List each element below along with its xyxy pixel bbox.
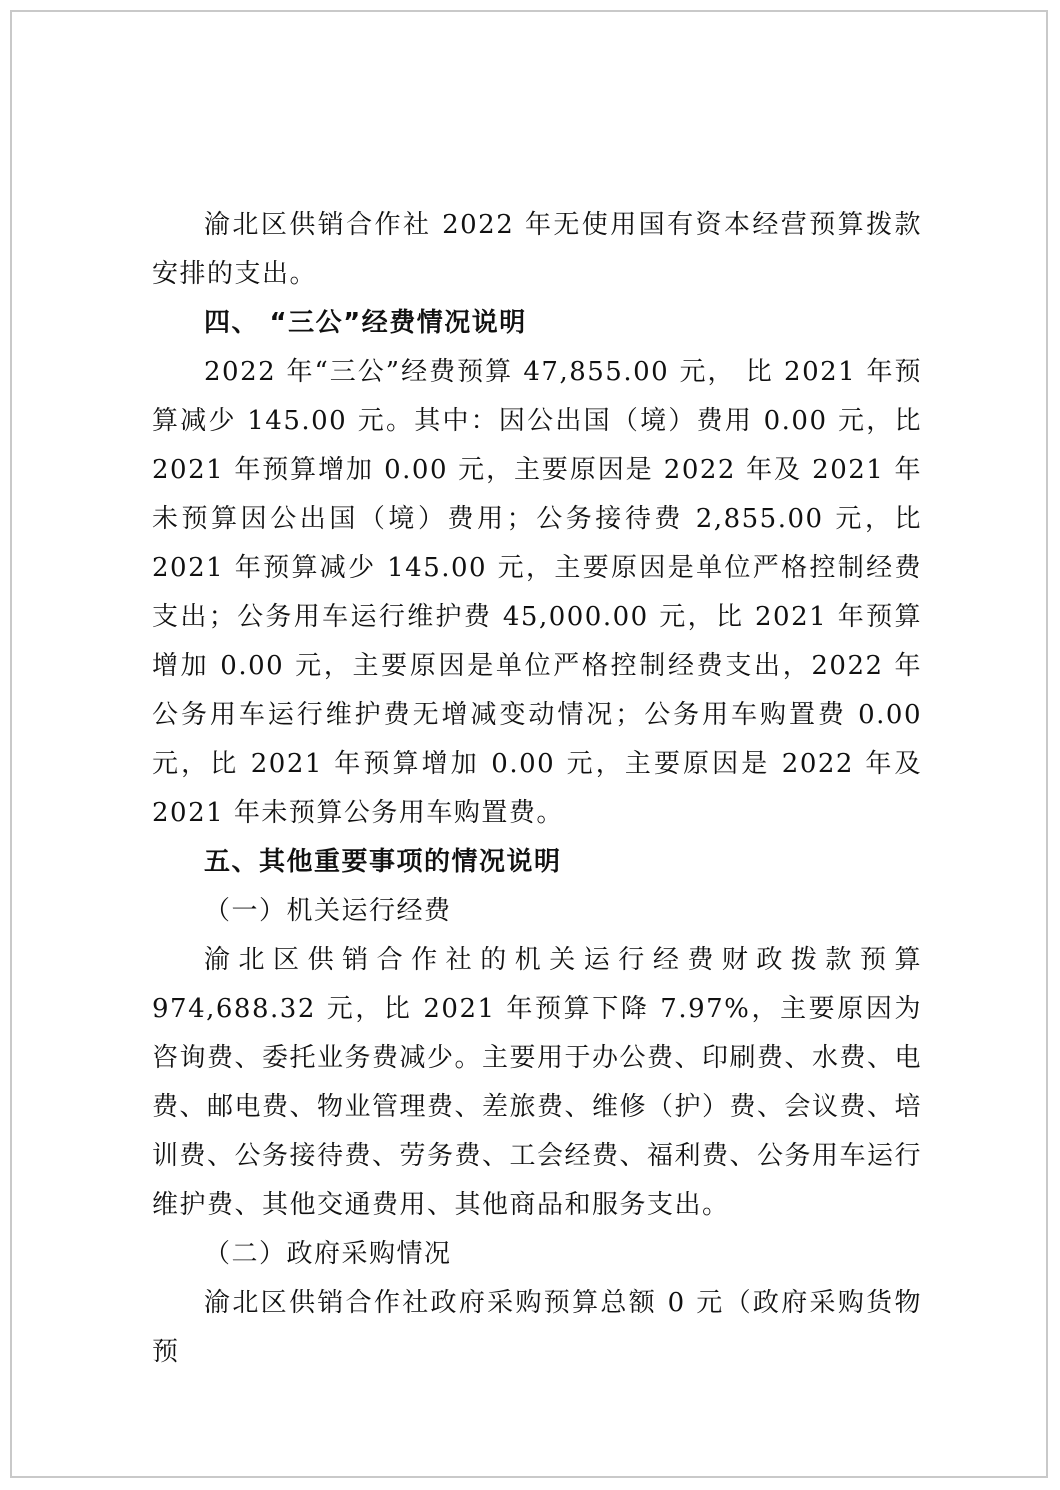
subheading-office-operating-expenses: （一）机关运行经费 xyxy=(204,896,452,926)
paragraph-three-public-expenses: 2022 年“三公”经费预算 47,855.00 元， 比 2021 年预算减少 145.00 元。其中：因公出国（境）费用 0.00 元，比 2021 年预算增加 0.00 元，主要原因是 2022 年及 2021 年未预算因公出国（境）费用；公务接待费 2,855.00 元，比 2021 年预算减少 145.00 元，主要原因是单位严格控制经费支出；公务用车运行维护费 45,000.00 元，比 2021 年预算增加 0.00 元，主要原因是单位严格控制经费支出，2022 年公务用车运行维护费无增减变动情况；公务用车购置费 0.00 元，比 2021 年预算增加 0.00 元，主要原因是 2022 年及 2021 年未预算公务用车购置费。 xyxy=(152,357,922,828)
document-body xyxy=(152,201,922,1377)
paragraph-office-operating-expenses: 渝北区供销合作社的机关运行经费财政拨款预算 974,688.32 元，比 2021 年预算下降 7.97%，主要原因为咨询费、委托业务费减少。主要用于办公费、印刷费、水费、电费、邮电费、物业管理费、差旅费、维修（护）费、会议费、培训费、公务接待费、劳务费、工会经费、福利费、公务用车运行维护费、其他交通费用、其他商品和服务支出。 xyxy=(152,945,923,1220)
paragraph-government-procurement: 渝北区供销合作社政府采购预算总额 0 元（政府采购货物预 xyxy=(152,1288,922,1367)
paragraph-state-capital-budget: 渝北区供销合作社 2022 年无使用国有资本经营预算拨款安排的支出。 xyxy=(152,210,922,289)
heading-three-public-expenses: 四、 “三公”经费情况说明 xyxy=(204,308,527,338)
subheading-government-procurement: （二）政府采购情况 xyxy=(204,1239,452,1269)
heading-other-important-matters: 五、其他重要事项的情况说明 xyxy=(204,847,562,877)
